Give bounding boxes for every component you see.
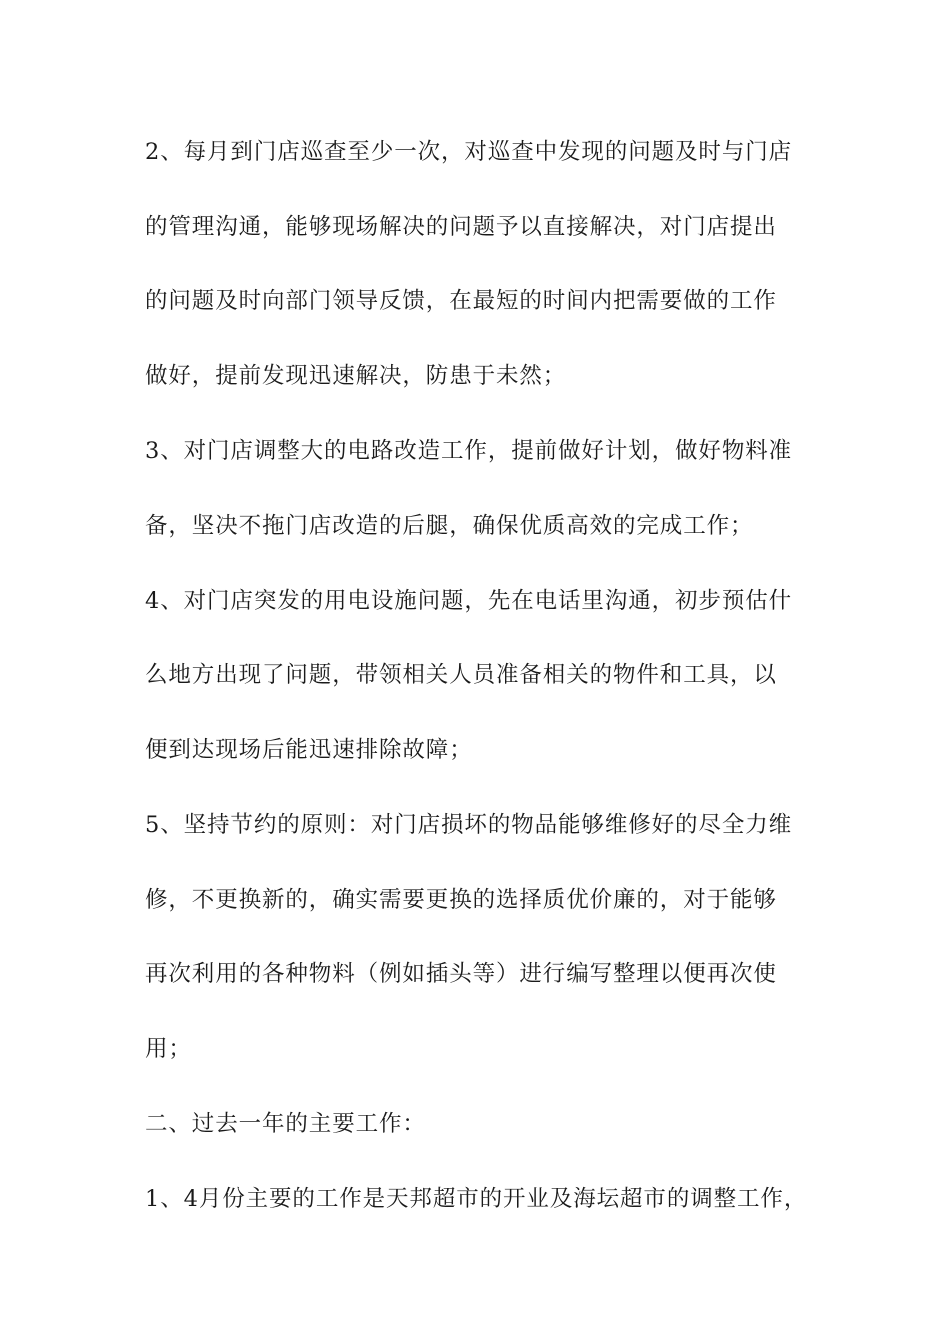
paragraph-line: 的问题及时向部门领导反馈，在最短的时间内把需要做的工作	[145, 288, 777, 314]
paragraph-line: 2、每月到门店巡查至少一次，对巡查中发现的问题及时与门店	[145, 139, 793, 165]
paragraph-line: 修，不更换新的，确实需要更换的选择质优价廉的，对于能够	[145, 887, 777, 913]
paragraph-line: 便到达现场后能迅速排除故障；	[145, 737, 473, 763]
paragraph-line: 5、坚持节约的原则：对门店损坏的物品能够维修好的尽全力维	[145, 812, 793, 838]
paragraph-line: 做好，提前发现迅速解决，防患于未然；	[145, 363, 567, 389]
section-heading: 二、过去一年的主要工作：	[145, 1111, 426, 1137]
paragraph-line: 的管理沟通，能够现场解决的问题予以直接解决，对门店提出	[145, 214, 777, 240]
paragraph-line: 么地方出现了问题，带领相关人员准备相关的物件和工具，以	[145, 662, 777, 688]
paragraph-line: 3、对门店调整大的电路改造工作，提前做好计划，做好物料准	[145, 438, 793, 464]
paragraph-line: 1、4月份主要的工作是天邦超市的开业及海坛超市的调整工作，	[145, 1186, 808, 1212]
paragraph-line: 用；	[145, 1036, 192, 1062]
paragraph-line: 再次利用的各种物料（例如插头等）进行编写整理以便再次使	[145, 961, 777, 987]
paragraph-line: 4、对门店突发的用电设施问题，先在电话里沟通，初步预估什	[145, 588, 793, 614]
paragraph-line: 备，坚决不拖门店改造的后腿，确保优质高效的完成工作；	[145, 513, 754, 539]
